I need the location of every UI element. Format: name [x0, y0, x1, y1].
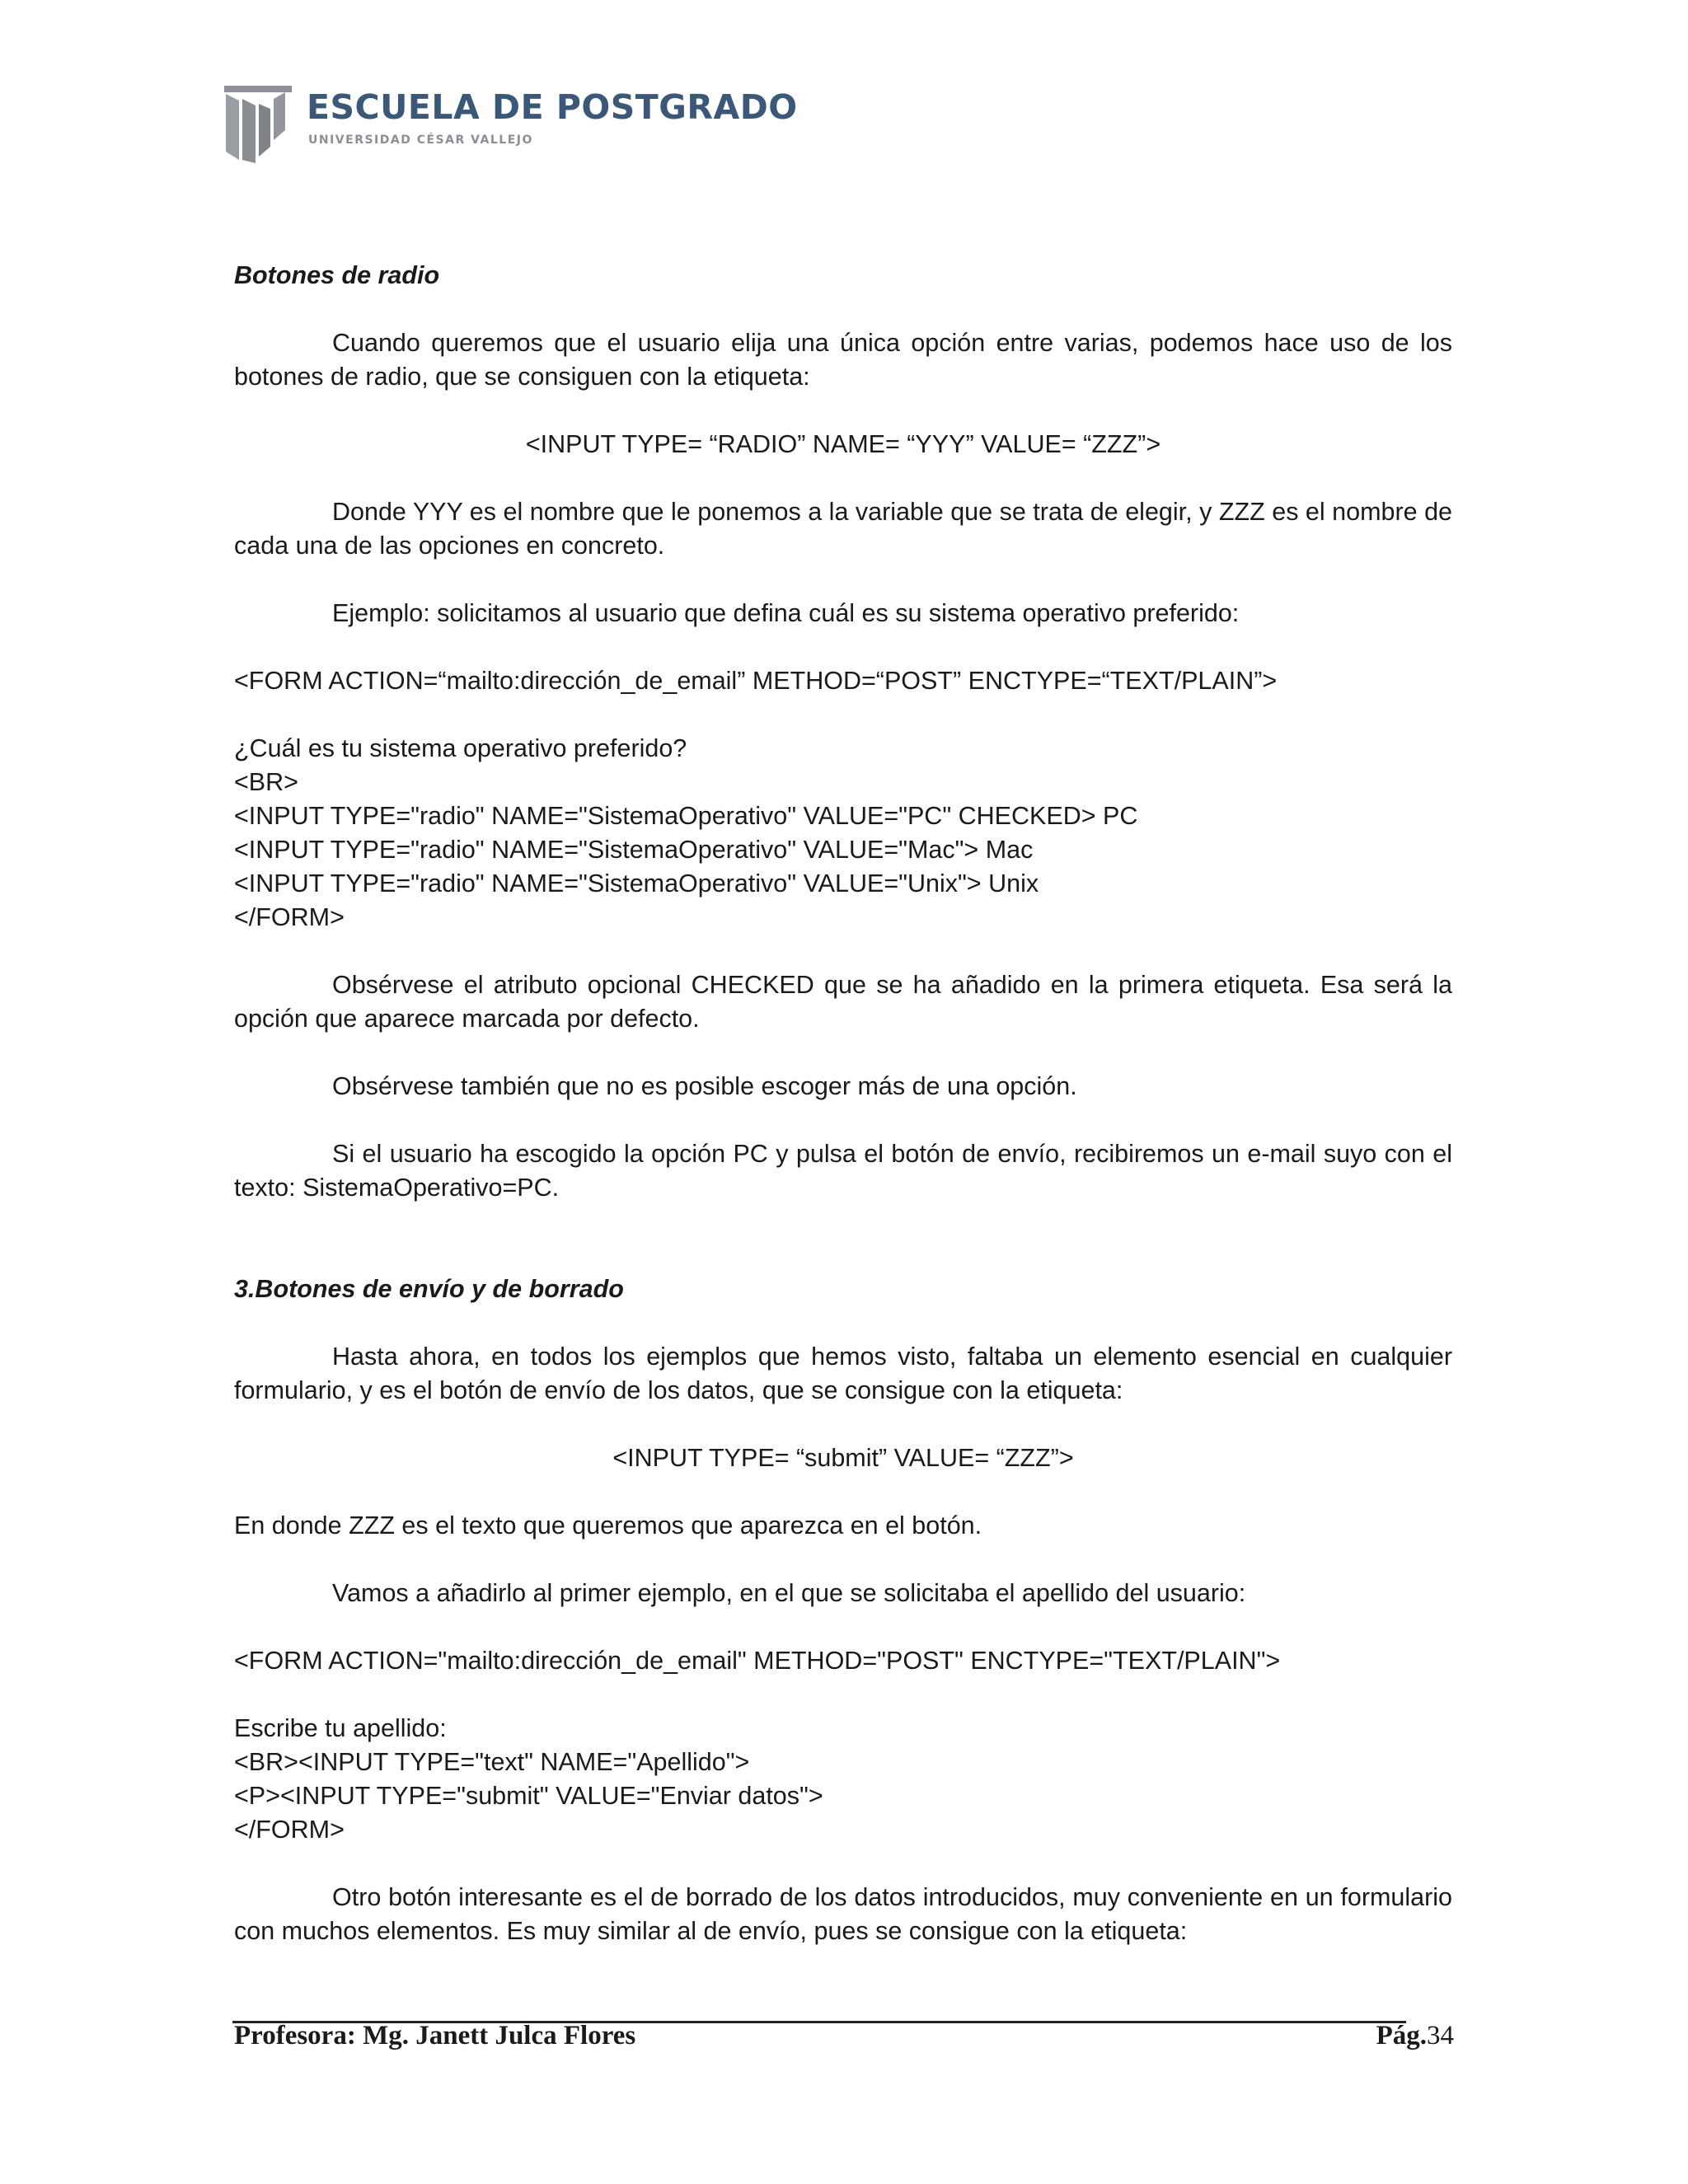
- section-heading-radio: Botones de radio: [234, 261, 440, 289]
- paragraph: Ejemplo: solicitamos al usuario que defina cuál es su sistema operativo preferido:: [332, 599, 1240, 627]
- logo-emblem-icon: [223, 81, 297, 166]
- code-example-submit: [234, 1712, 1452, 1847]
- paragraph: Cuando queremos que el usuario elija una única opción entre varias, podemos hace uso de los botones de radio, que se consiguen con la etiqueta:: [234, 329, 1452, 391]
- logo-subtitle: UNIVERSIDAD CÉSAR VALLEJO: [308, 134, 533, 147]
- footer-author: Profesora: Mg. Janett Julca Flores: [234, 2021, 636, 2050]
- page-number: 34: [1427, 2021, 1454, 2050]
- code-line: <P><INPUT TYPE="submit" VALUE="Enviar datos">: [234, 1782, 823, 1810]
- paragraph: Otro botón interesante es el de borrado de los datos introducidos, muy conveniente en un formulario con muchos elementos. Es muy similar al de envío, pues se consigue con la etiqueta:: [234, 1883, 1452, 1945]
- code-radio-tag: <INPUT TYPE= “RADIO” NAME= “YYY” VALUE= “ZZZ”>: [525, 430, 1161, 458]
- paragraph: Vamos a añadirlo al primer ejemplo, en el que se solicitaba el apellido del usuario:: [332, 1579, 1246, 1607]
- logo-title: ESCUELA DE POSTGRADO: [307, 87, 798, 127]
- paragraph: Donde YYY es el nombre que le ponemos a la variable que se trata de elegir, y ZZZ es el nombre de cada una de las opciones en concreto.: [234, 498, 1452, 560]
- paragraph: Obsérvese también que no es posible escoger más de una opción.: [332, 1072, 1077, 1100]
- institution-logo: [223, 81, 798, 166]
- code-line: Escribe tu apellido:: [234, 1714, 447, 1742]
- footer-page: [1376, 2021, 1454, 2051]
- code-line: <INPUT TYPE="radio" NAME="SistemaOperativo" VALUE="Unix"> Unix: [234, 869, 1039, 898]
- page-content: [234, 259, 1452, 1982]
- code-line: <BR>: [234, 768, 298, 796]
- code-line: <INPUT TYPE="radio" NAME="SistemaOperativo" VALUE="PC" CHECKED> PC: [234, 802, 1138, 830]
- code-line: <INPUT TYPE="radio" NAME="SistemaOperativo" VALUE="Mac"> Mac: [234, 836, 1034, 864]
- code-line: ¿Cuál es tu sistema operativo preferido?: [234, 734, 687, 762]
- code-submit-tag: <INPUT TYPE= “submit” VALUE= “ZZZ”>: [612, 1444, 1074, 1472]
- paragraph: Hasta ahora, en todos los ejemplos que hemos visto, faltaba un elemento esencial en cualquier formulario, y es el botón de envío de los datos, que se consigue con la etiqueta:: [234, 1343, 1452, 1404]
- code-line: </FORM>: [234, 1816, 345, 1844]
- page-label: Pág.: [1376, 2021, 1427, 2050]
- code-line: </FORM>: [234, 903, 345, 931]
- code-line: <BR><INPUT TYPE="text" NAME="Apellido">: [234, 1748, 750, 1776]
- code-form-line: <FORM ACTION=“mailto:dirección_de_email” METHOD=“POST” ENCTYPE=“TEXT/PLAIN”>: [234, 667, 1278, 695]
- code-form-line: <FORM ACTION="mailto:dirección_de_email" METHOD="POST" ENCTYPE="TEXT/PLAIN">: [234, 1647, 1281, 1675]
- section-heading-submit: 3.Botones de envío y de borrado: [234, 1275, 624, 1303]
- paragraph: Si el usuario ha escogido la opción PC y pulsa el botón de envío, recibiremos un e-mail suyo con el texto: SistemaOperativo=PC.: [234, 1140, 1452, 1202]
- paragraph: Obsérvese el atributo opcional CHECKED que se ha añadido en la primera etiqueta. Esa será la opción que aparece marcada por defecto.: [234, 971, 1452, 1033]
- paragraph: En donde ZZZ es el texto que queremos que aparezca en el botón.: [234, 1511, 982, 1540]
- code-example-radio: [234, 732, 1452, 935]
